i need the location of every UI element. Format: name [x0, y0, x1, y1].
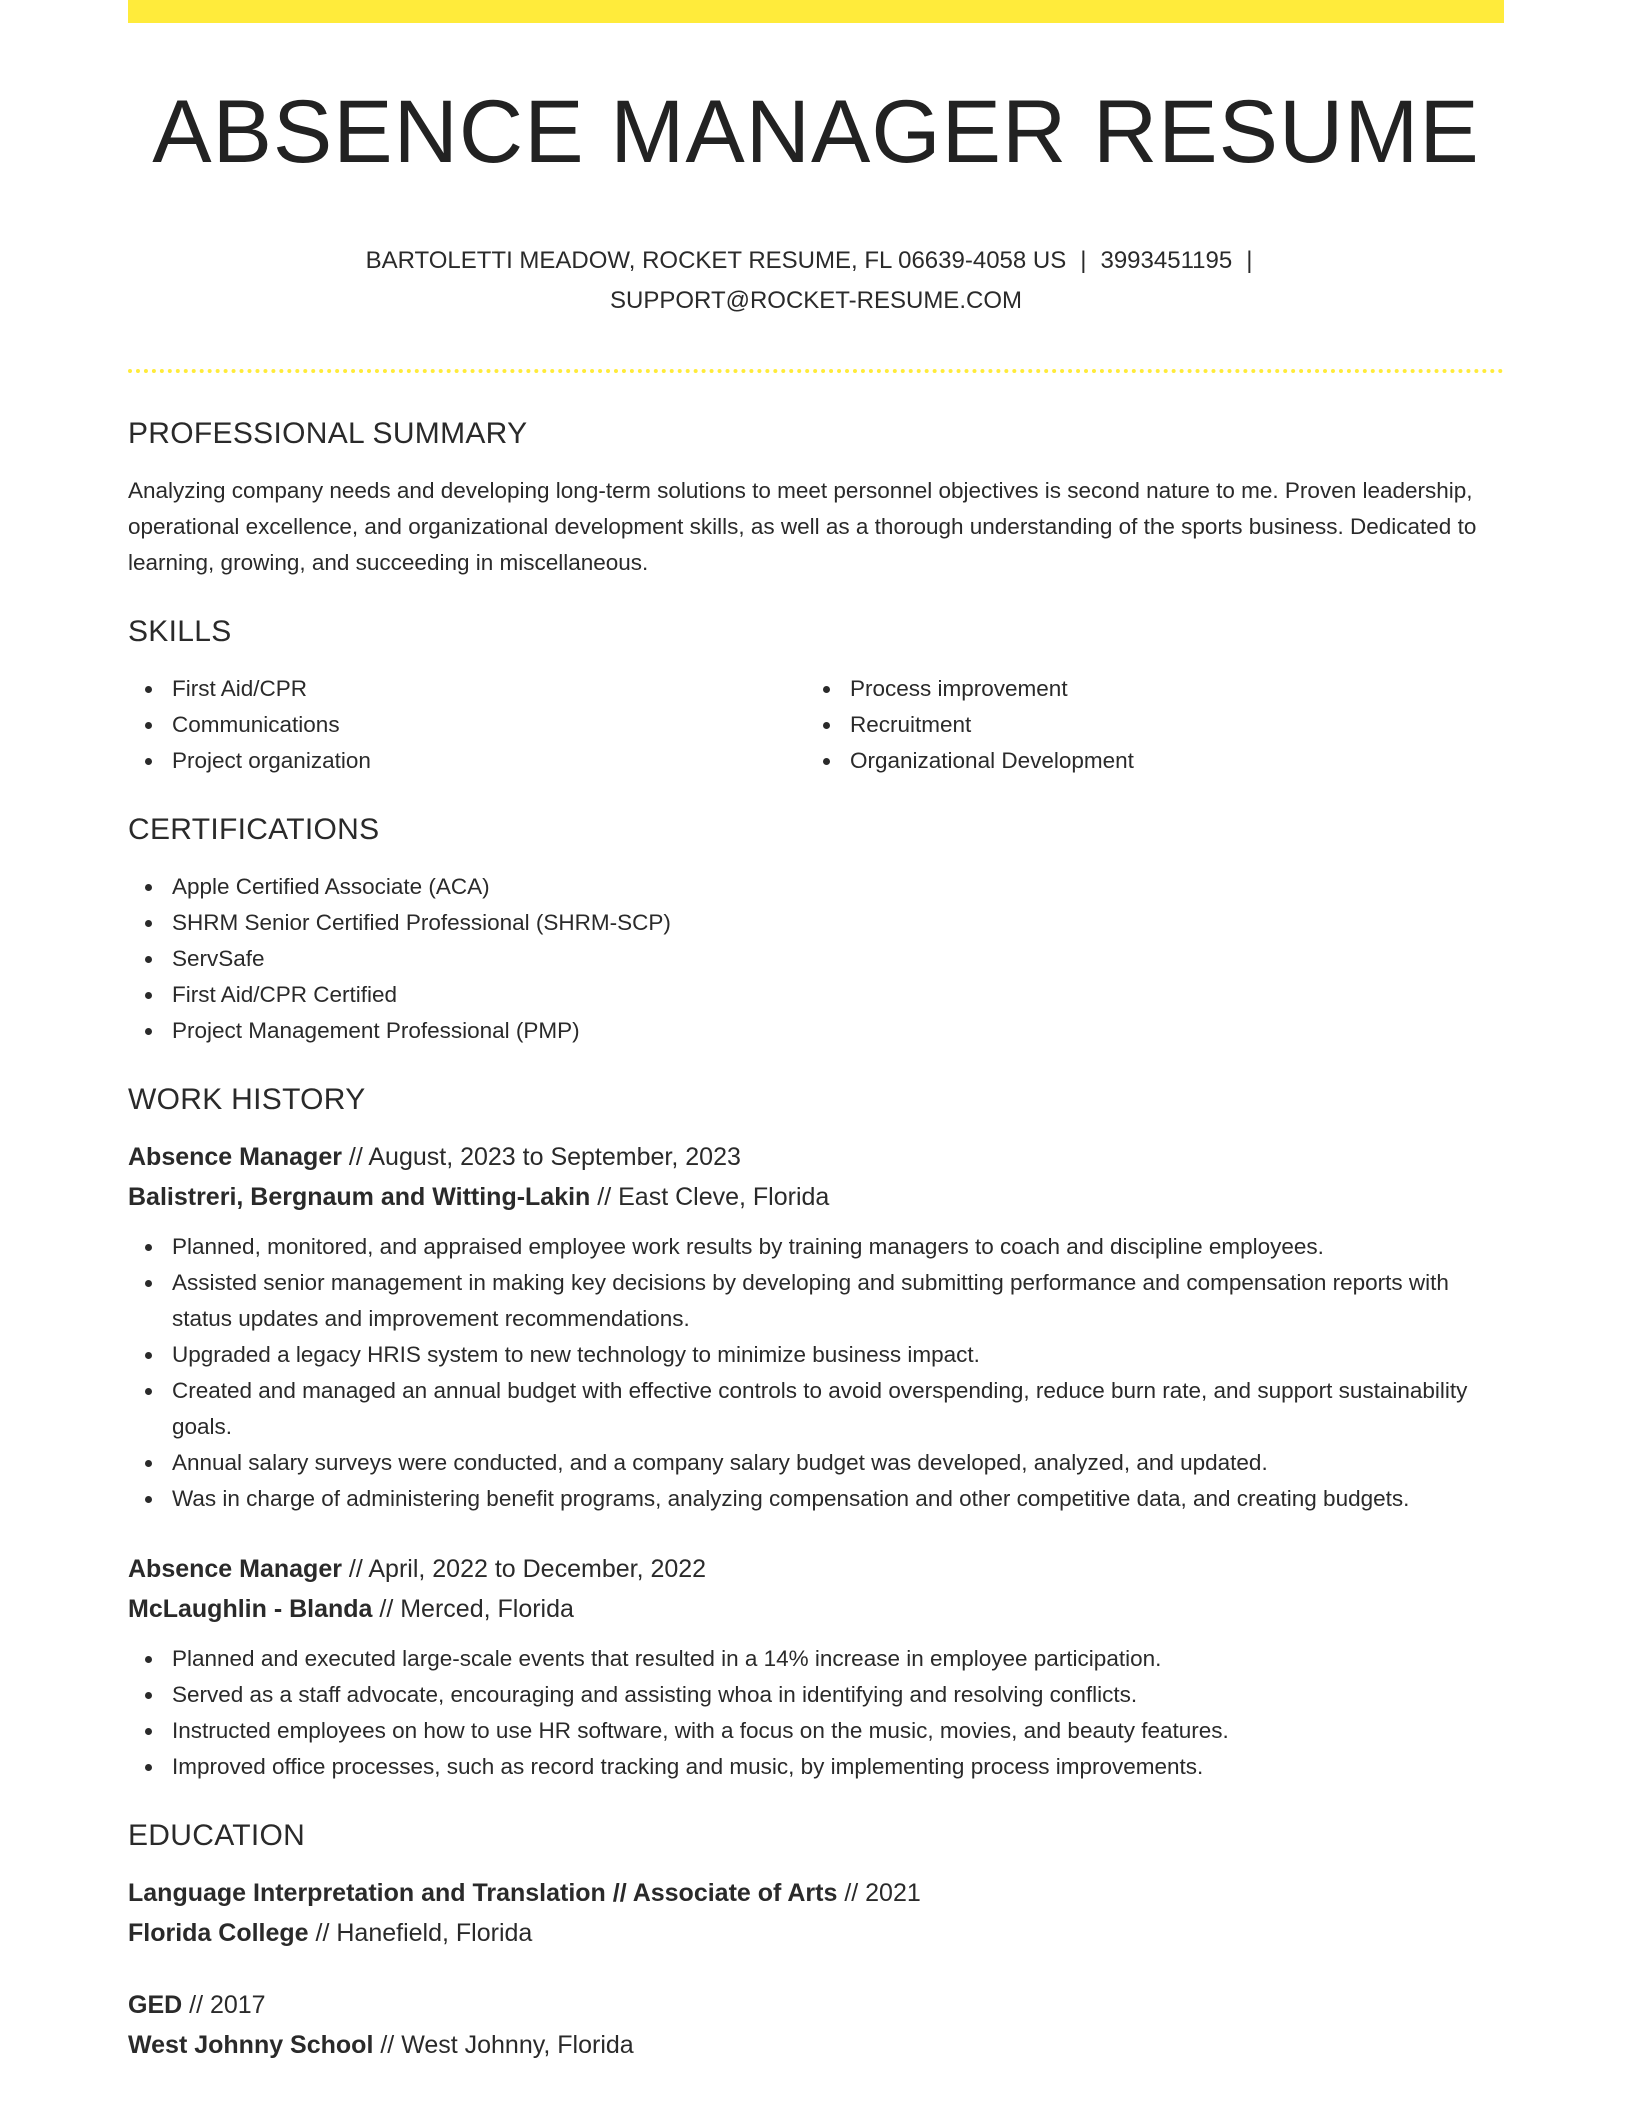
summary-heading: PROFESSIONAL SUMMARY — [128, 416, 528, 450]
certification-item: Apple Certified Associate (ACA) — [172, 869, 1504, 905]
skill-item: Project organization — [172, 743, 806, 779]
job-company: McLaughlin - Blanda — [128, 1594, 373, 1623]
skills-right-list — [806, 671, 1484, 779]
job-bullet: Planned, monitored, and appraised employee work results by training managers to coach and discipline employees. — [172, 1229, 1504, 1265]
education-heading: EDUCATION — [128, 1818, 306, 1852]
education-year: // 2017 — [182, 1990, 266, 2019]
job-bullet: Created and managed an annual budget with effective controls to avoid overspending, reduce burn rate, and support sustainability goals. — [172, 1373, 1504, 1445]
skills-columns — [128, 671, 1504, 779]
skill-item: Process improvement — [850, 671, 1484, 707]
certification-item: Project Management Professional (PMP) — [172, 1013, 1504, 1049]
summary-section — [128, 417, 1504, 581]
contact-info — [128, 241, 1504, 321]
job-bullet: Assisted senior management in making key decisions by developing and submitting performance and compensation reports with status updates and improvement recommendations. — [172, 1265, 1504, 1337]
education-section — [128, 1819, 1504, 2065]
contact-separator: | — [1246, 246, 1253, 274]
skill-item: First Aid/CPR — [172, 671, 806, 707]
job-title-line — [128, 1137, 1504, 1177]
resume-page — [128, 0, 1504, 2065]
summary-text: Analyzing company needs and developing long-term solutions to meet personnel objectives is second nature to me. Proven leadership, operational excellence, and organizational development skills, as well as a thorough understanding of the sports business. Dedicated to learning, growing, and succeeding in miscellaneous. — [128, 477, 1477, 575]
job-location: // Merced, Florida — [372, 1594, 574, 1623]
job-bullet: Instructed employees on how to use HR software, with a focus on the music, movies, and beauty features. — [172, 1713, 1504, 1749]
job-entry — [128, 1549, 1504, 1785]
job-bullets — [128, 1641, 1504, 1785]
certification-item: SHRM Senior Certified Professional (SHRM-SCP) — [172, 905, 1504, 941]
accent-top-bar — [128, 0, 1504, 23]
education-location: // Hanefield, Florida — [308, 1918, 533, 1947]
job-dates: // April, 2022 to December, 2022 — [341, 1554, 707, 1583]
work-history-section — [128, 1083, 1504, 1785]
job-entry — [128, 1137, 1504, 1517]
education-school-line — [128, 1913, 1504, 1953]
education-school: West Johnny School — [128, 2030, 374, 2059]
certifications-list — [128, 869, 1504, 1049]
job-bullets — [128, 1229, 1504, 1517]
resume-title: ABSENCE MANAGER RESUME — [152, 81, 1480, 181]
education-year: // 2021 — [837, 1878, 921, 1907]
education-degree-line — [128, 1985, 1504, 2025]
certification-item: ServSafe — [172, 941, 1504, 977]
job-bullet: Served as a staff advocate, encouraging and assisting whoa in identifying and resolving conflicts. — [172, 1677, 1504, 1713]
education-entry — [128, 1985, 1504, 2065]
job-title: Absence Manager — [128, 1142, 342, 1171]
skills-heading: SKILLS — [128, 614, 232, 648]
education-school: Florida College — [128, 1918, 309, 1947]
skills-left-column — [128, 671, 806, 779]
job-company: Balistreri, Bergnaum and Witting-Lakin — [128, 1182, 591, 1211]
skills-section — [128, 615, 1504, 779]
certifications-heading: CERTIFICATIONS — [128, 812, 380, 846]
skill-item: Organizational Development — [850, 743, 1484, 779]
job-company-line — [128, 1177, 1504, 1217]
certifications-section — [128, 813, 1504, 1049]
skill-item: Recruitment — [850, 707, 1484, 743]
job-title: Absence Manager — [128, 1554, 342, 1583]
job-title-line — [128, 1549, 1504, 1589]
education-degree-line — [128, 1873, 1504, 1913]
skill-item: Communications — [172, 707, 806, 743]
job-location: // East Cleve, Florida — [590, 1182, 830, 1211]
skills-left-list — [128, 671, 806, 779]
education-school-line — [128, 2025, 1504, 2065]
job-bullet: Planned and executed large-scale events that resulted in a 14% increase in employee participation. — [172, 1641, 1504, 1677]
contact-address: BARTOLETTI MEADOW, ROCKET RESUME, FL 06639-4058 US — [365, 246, 1067, 274]
work-history-heading: WORK HISTORY — [128, 1082, 366, 1116]
job-company-line — [128, 1589, 1504, 1629]
education-degree: GED — [128, 1990, 183, 2019]
certification-item: First Aid/CPR Certified — [172, 977, 1504, 1013]
job-bullet: Was in charge of administering benefit programs, analyzing compensation and other competitive data, and creating budgets. — [172, 1481, 1504, 1517]
job-dates: // August, 2023 to September, 2023 — [341, 1142, 741, 1171]
job-bullet: Upgraded a legacy HRIS system to new technology to minimize business impact. — [172, 1337, 1504, 1373]
job-bullet: Annual salary surveys were conducted, and a company salary budget was developed, analyzed, and updated. — [172, 1445, 1504, 1481]
skills-right-column — [806, 671, 1484, 779]
contact-email: SUPPORT@ROCKET-RESUME.COM — [610, 286, 1022, 314]
education-degree: Language Interpretation and Translation // Associate of Arts — [128, 1878, 838, 1907]
education-location: // West Johnny, Florida — [373, 2030, 634, 2059]
dotted-divider — [128, 369, 1504, 373]
contact-separator: | — [1080, 246, 1087, 274]
job-bullet: Improved office processes, such as record tracking and music, by implementing process improvements. — [172, 1749, 1504, 1785]
education-entry — [128, 1873, 1504, 1953]
contact-phone: 3993451195 — [1100, 246, 1233, 274]
